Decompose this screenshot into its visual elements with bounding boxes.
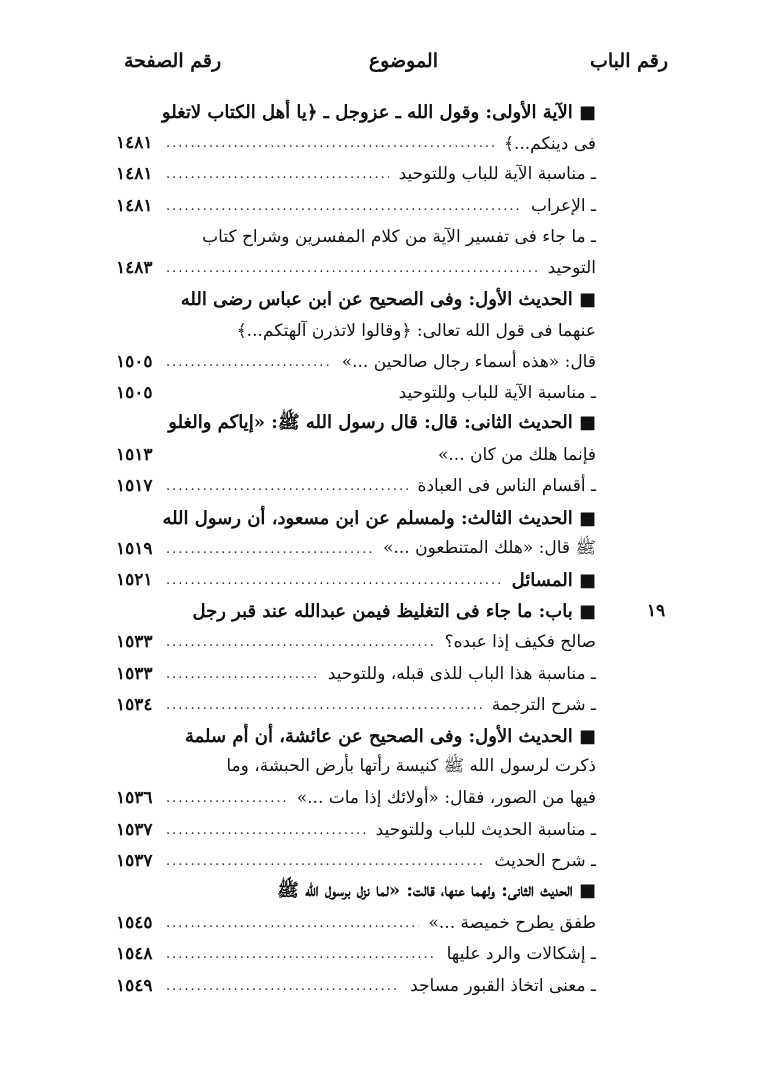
dot-leader bbox=[166, 543, 373, 556]
toc-entry-text: ـ مناسبة الآية للباب وللتوحيد bbox=[398, 383, 596, 403]
dot-leader bbox=[166, 917, 419, 930]
toc-entry-text: ـ شرح الترجمة bbox=[491, 695, 596, 715]
toc-entry bbox=[166, 314, 596, 346]
page-number: ١٥٤٥ bbox=[116, 913, 153, 933]
toc-entry bbox=[166, 938, 596, 970]
dot-leader bbox=[166, 699, 482, 712]
dot-leader bbox=[166, 948, 437, 961]
toc-entry-text: التوحيد bbox=[547, 258, 596, 278]
toc-entry-text: طفق يطرح خميصة ...» bbox=[428, 913, 596, 933]
toc-entry-text: ـ أقسام الناس فى العبادة bbox=[417, 476, 596, 496]
toc-entry bbox=[166, 439, 596, 471]
toc-entry bbox=[166, 782, 596, 814]
toc-entry bbox=[166, 907, 596, 939]
toc-entry bbox=[166, 252, 596, 284]
toc-entry bbox=[166, 408, 596, 440]
page-number: ١٥١٩ bbox=[116, 539, 153, 559]
page-number: ١٥٣٧ bbox=[116, 851, 153, 871]
toc-entry-text: فى دينكم...﴾ bbox=[503, 133, 596, 154]
dot-leader bbox=[166, 137, 494, 150]
toc-entry bbox=[166, 158, 596, 190]
toc-entry-text: ـ إشكالات والرد عليها bbox=[446, 944, 596, 964]
toc-entry-text: ـ مناسبة هذا الباب للذى قبله، وللتوحيد bbox=[327, 664, 596, 684]
toc-entry-text: ـ مناسبة الحديث للباب وللتوحيد bbox=[375, 820, 596, 840]
dot-leader bbox=[166, 824, 366, 837]
page-number: ١٥٣٧ bbox=[116, 820, 153, 840]
toc-entry bbox=[166, 658, 596, 690]
toc-entry-text: ذكرت لرسول الله ﷺ كنيسة رأتها بأرض الحبشة، وما bbox=[226, 755, 596, 776]
dot-leader bbox=[166, 200, 521, 213]
toc-entry bbox=[166, 970, 596, 1002]
toc-entry bbox=[166, 845, 596, 877]
page-number: ١٥٣٣ bbox=[116, 664, 153, 684]
dot-leader bbox=[166, 356, 332, 369]
page-number: ١٤٨١ bbox=[116, 164, 153, 184]
toc-entry-text: ■ الحديث الثانى: قال: قال رسول الله ﷺ: «إياكم والغلو bbox=[168, 412, 596, 433]
chapter-number: ١٩ bbox=[646, 601, 666, 621]
toc-entry bbox=[166, 533, 596, 565]
toc-entry-text: عنهما فى قول الله تعالى: ﴿وقالوا لاتذرن آلهتكم...﴾ bbox=[236, 320, 596, 341]
page-number: ١٤٨٣ bbox=[116, 258, 153, 278]
chapter-column-header: رقم الباب bbox=[590, 50, 668, 72]
toc-entry bbox=[166, 377, 596, 409]
toc-entry-text: فإنما هلك من كان ...» bbox=[438, 445, 596, 465]
toc-entry bbox=[166, 876, 596, 908]
toc-entry-text: ■ الآية الأولى: وقول الله ـ عزوجل ـ ﴿يا أهل الكتاب لاتغلو bbox=[161, 101, 596, 123]
page-number: ١٤٨١ bbox=[116, 133, 153, 153]
page-number: ١٥٣٣ bbox=[116, 632, 153, 652]
toc-entry bbox=[166, 751, 596, 783]
toc-entry-text: ـ شرح الحديث bbox=[494, 851, 596, 871]
toc-entry bbox=[161, 96, 596, 128]
page-number: ١٥٢١ bbox=[116, 570, 153, 590]
toc-entry-text: ـ مناسبة الآية للباب وللتوحيد bbox=[398, 164, 596, 184]
topic-column-header: الموضوع bbox=[368, 50, 438, 72]
dot-leader bbox=[166, 574, 502, 587]
toc-entry bbox=[166, 283, 596, 315]
page-number: ١٥٣٦ bbox=[116, 788, 153, 808]
page-number: ١٤٨١ bbox=[116, 196, 153, 216]
dot-leader bbox=[166, 480, 408, 493]
dot-leader bbox=[166, 980, 400, 993]
toc-entry bbox=[166, 720, 596, 752]
page-number: ١٥١٧ bbox=[116, 476, 153, 496]
toc-entry bbox=[166, 564, 596, 596]
toc-entry-text: فيها من الصور، فقال: «أولائك إذا مات ...» bbox=[296, 788, 596, 808]
dot-leader bbox=[166, 262, 538, 275]
toc-entry-text: ـ معنى اتخاذ القبور مساجد bbox=[410, 976, 596, 996]
dot-leader bbox=[166, 168, 389, 181]
toc-entry bbox=[166, 127, 596, 159]
dot-leader bbox=[166, 668, 318, 681]
page-column-header: رقم الصفحة bbox=[124, 50, 222, 72]
dot-leader bbox=[166, 855, 484, 868]
toc-entry bbox=[166, 190, 596, 222]
page-number: ١٥٠٥ bbox=[116, 352, 153, 372]
toc-entry-text: ـ الإعراب bbox=[530, 196, 596, 216]
toc-entry bbox=[166, 346, 596, 378]
toc-entry-text: ■ الحديث الأول: وفى الصحيح عن ابن عباس رضى الله bbox=[180, 288, 596, 310]
toc-entry bbox=[166, 221, 596, 253]
toc-entry-text: ﷺ قال: «هلك المتنطعون ...» bbox=[383, 537, 596, 558]
toc-entry-text: ■ الحديث الثالث: ولمسلم عن ابن مسعود، أن رسول الله bbox=[162, 507, 596, 529]
page-number: ١٥١٣ bbox=[116, 445, 153, 465]
page-number: ١٥٤٨ bbox=[116, 944, 153, 964]
page-number: ١٥٠٥ bbox=[116, 383, 153, 403]
toc-entry-text: ■ الحديث الأول: وفى الصحيح عن عائشة، أن أم سلمة bbox=[184, 725, 596, 747]
toc-entry bbox=[166, 595, 596, 627]
toc-entry bbox=[166, 470, 596, 502]
dot-leader bbox=[166, 636, 435, 649]
toc-entry-text: ■ الحديث الثانى: ولهما عنها، قالت: «لما نزل برسول الله ﷺ bbox=[277, 880, 596, 901]
toc-entry-text: قال: «هذه أسماء رجال صالحين ...» bbox=[341, 352, 596, 372]
toc-entry-text: ■ المسائل bbox=[511, 569, 596, 591]
toc-entry bbox=[162, 502, 596, 534]
page-number: ١٥٤٩ bbox=[116, 976, 153, 996]
toc-entry-text: ـ ما جاء فى تفسير الآية من كلام المفسرين وشراح كتاب bbox=[202, 227, 596, 247]
page-number: ١٥٣٤ bbox=[116, 695, 153, 715]
toc-entry bbox=[166, 689, 596, 721]
toc-entry-text: صالح فكيف إذا عبده؟ bbox=[444, 632, 596, 652]
toc-entry-text: ■ باب: ما جاء فى التغليظ فيمن عبدالله عند قبر رجل bbox=[192, 600, 596, 622]
toc-entry bbox=[166, 626, 596, 658]
toc-entry bbox=[166, 814, 596, 846]
